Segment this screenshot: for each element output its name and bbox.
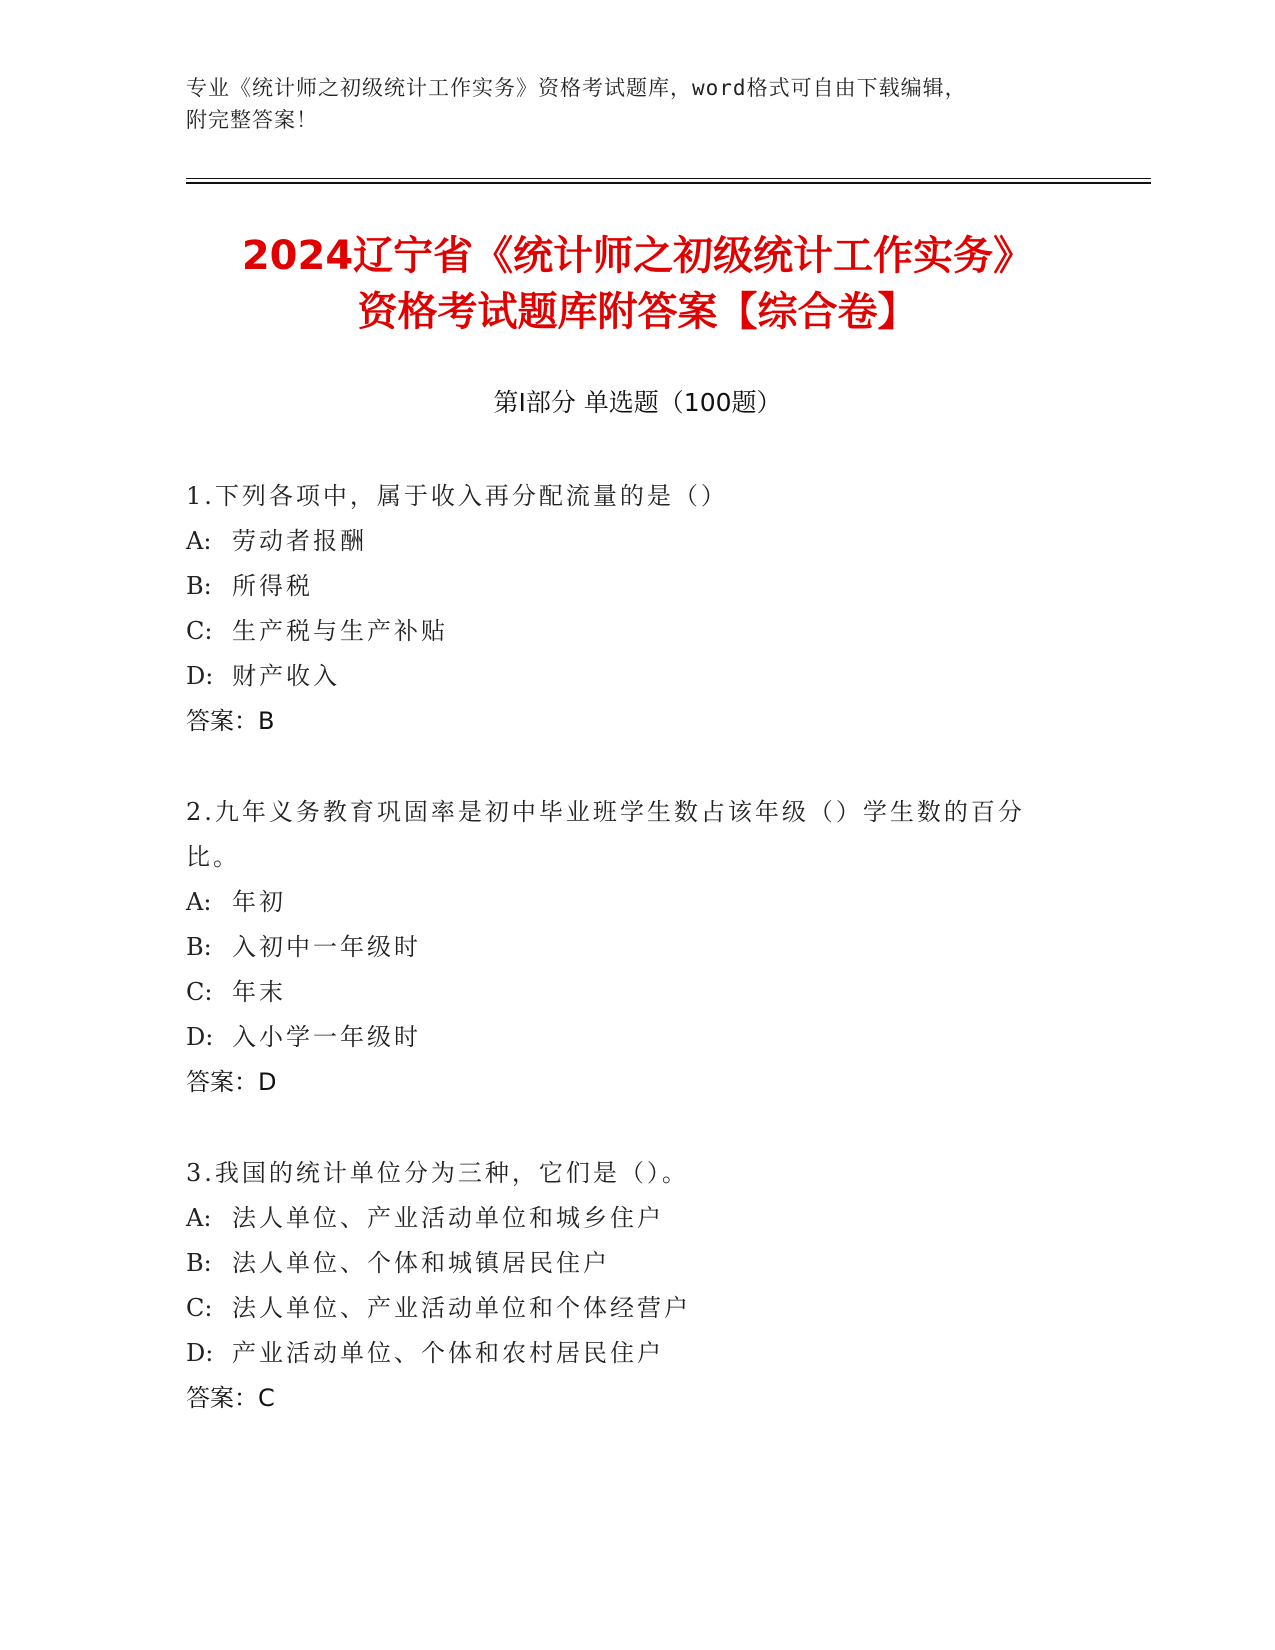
question-option-d — [186, 1331, 1066, 1376]
document-title — [150, 228, 1125, 340]
option-text: 法人单位、产业活动单位和城乡住户 — [232, 1204, 664, 1232]
option-key: A: — [186, 527, 212, 555]
option-text: 生产税与生产补贴 — [232, 617, 448, 645]
question-answer: 答案：B — [186, 707, 275, 735]
question-option-a — [186, 1196, 1066, 1241]
option-text: 产业活动单位、个体和农村居民住户 — [232, 1339, 664, 1367]
option-text: 入初中一年级时 — [232, 933, 421, 961]
question-option-d — [186, 1015, 1066, 1060]
question-option-b — [186, 564, 1066, 609]
question-answer: 答案：C — [186, 1384, 275, 1412]
option-key: D: — [186, 662, 214, 690]
option-text: 劳动者报酬 — [232, 527, 367, 555]
question-3 — [186, 1151, 1066, 1421]
question-option-b — [186, 1241, 1066, 1286]
header-rule-thin — [186, 178, 1151, 179]
question-option-a — [186, 880, 1066, 925]
option-text: 所得税 — [232, 572, 313, 600]
option-key: B: — [186, 1249, 212, 1277]
option-key: C: — [186, 617, 213, 645]
question-stem: 3.我国的统计单位分为三种，它们是（）。 — [186, 1159, 689, 1187]
question-option-a — [186, 519, 1066, 564]
section-heading: 第Ⅰ部分 单选题（100题） — [493, 388, 782, 417]
question-option-d — [186, 654, 1066, 699]
option-key: A: — [186, 888, 212, 916]
option-text: 财产收入 — [232, 662, 340, 690]
question-option-c — [186, 970, 1066, 1015]
question-stem: 2.九年义务教育巩固率是初中毕业班学生数占该年级（）学生数的百分比。 — [186, 798, 1025, 871]
option-text: 法人单位、产业活动单位和个体经营户 — [232, 1294, 691, 1322]
document-title-line-1: 2024辽宁省《统计师之初级统计工作实务》 — [241, 233, 1034, 279]
option-text: 入小学一年级时 — [232, 1023, 421, 1051]
option-key: A: — [186, 1204, 212, 1232]
question-2 — [186, 790, 1066, 1105]
header-note-line-2: 附完整答案！ — [186, 108, 318, 132]
question-option-c — [186, 609, 1066, 654]
option-key: D: — [186, 1023, 214, 1051]
question-option-b — [186, 925, 1066, 970]
question-list — [186, 474, 1066, 1467]
option-text: 年末 — [232, 978, 286, 1006]
option-text: 年初 — [232, 888, 286, 916]
option-key: C: — [186, 978, 213, 1006]
header-note — [186, 72, 1066, 136]
option-key: D: — [186, 1339, 214, 1367]
question-option-c — [186, 1286, 1066, 1331]
option-key: B: — [186, 933, 212, 961]
question-answer: 答案：D — [186, 1068, 277, 1096]
header-rule-thick — [186, 182, 1151, 184]
question-stem: 1.下列各项中，属于收入再分配流量的是（） — [186, 482, 728, 510]
option-text: 法人单位、个体和城镇居民住户 — [232, 1249, 610, 1277]
header-note-line-1: 专业《统计师之初级统计工作实务》资格考试题库，word格式可自由下载编辑， — [186, 76, 967, 100]
option-key: B: — [186, 572, 212, 600]
document-title-line-2: 资格考试题库附答案【综合卷】 — [357, 289, 918, 335]
question-1 — [186, 474, 1066, 744]
option-key: C: — [186, 1294, 213, 1322]
